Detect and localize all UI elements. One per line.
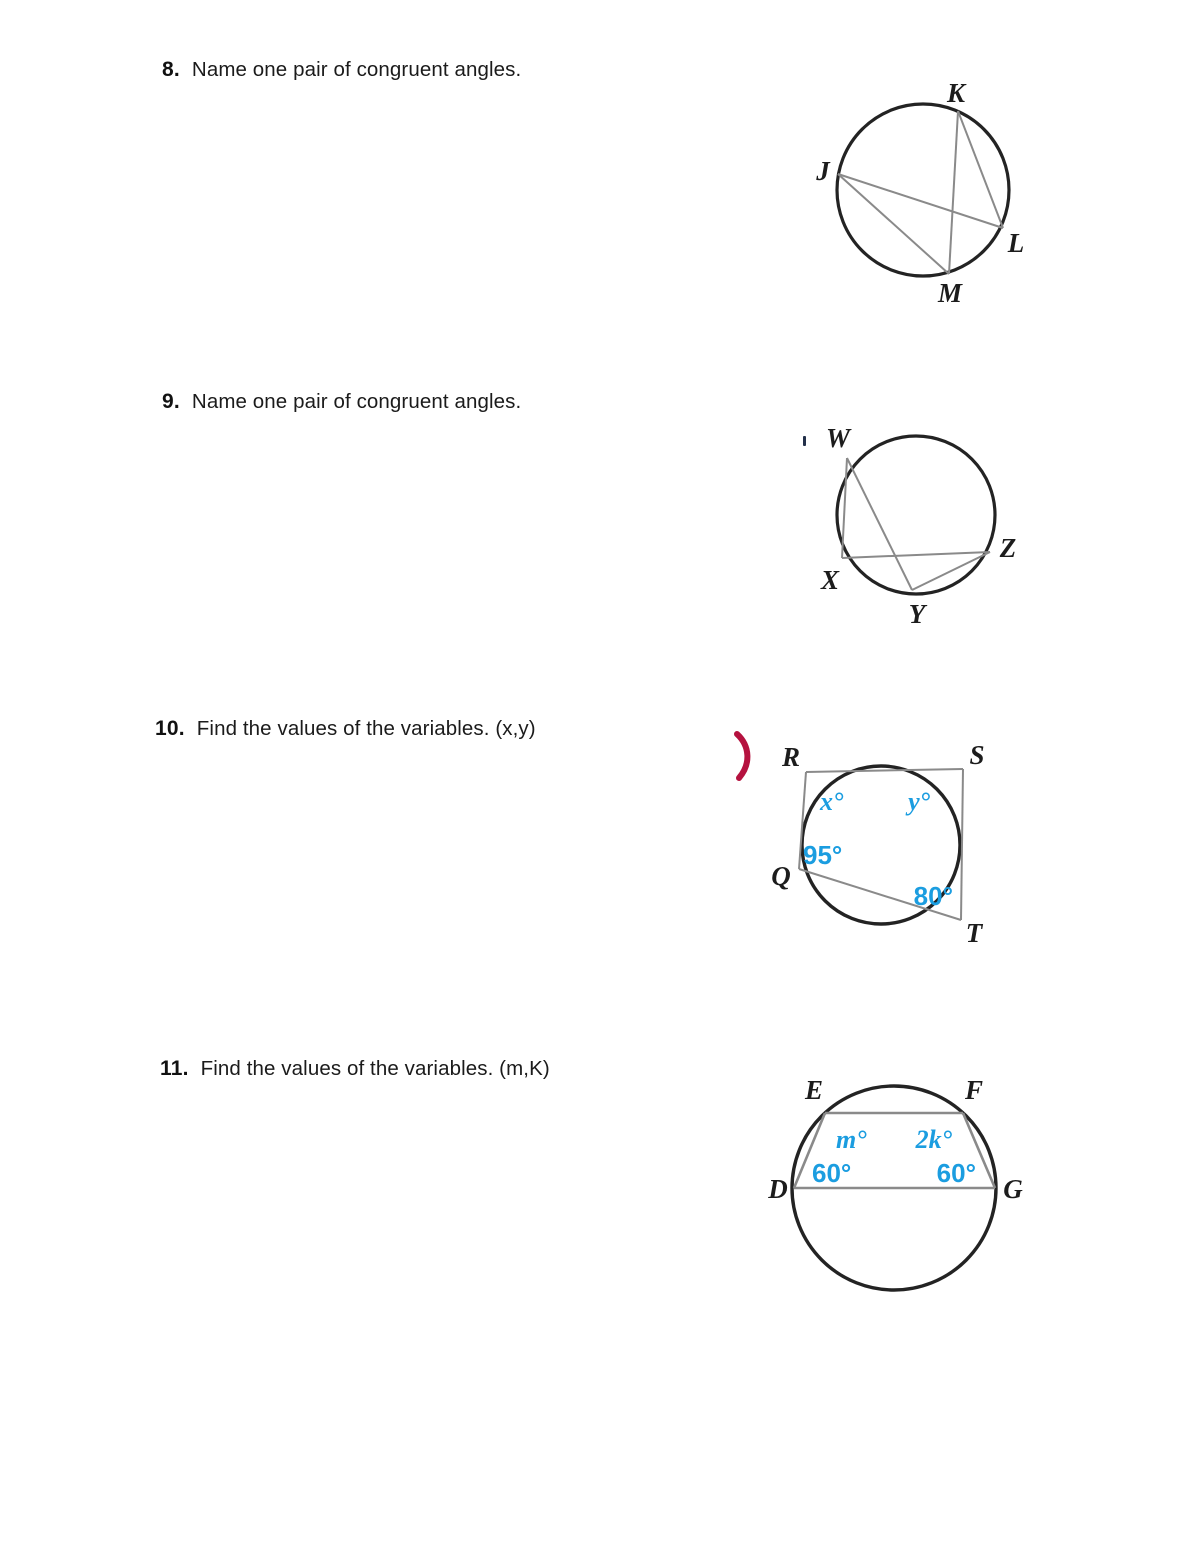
vertex-label-y: Y xyxy=(908,599,926,629)
problem-10-number: 10. xyxy=(155,717,185,740)
problem-9-text: Name one pair of congruent angles. xyxy=(191,390,522,413)
stray-tick-icon xyxy=(803,436,806,446)
chord-wx xyxy=(842,458,847,558)
vertex-label-z: Z xyxy=(999,533,1017,563)
figure-problem-10 xyxy=(725,720,1025,970)
vertex-label-q: Q xyxy=(771,861,791,891)
vertex-label-s: S xyxy=(969,740,985,770)
problem-11-prompt xyxy=(160,1057,550,1081)
vertex-label-l: L xyxy=(1007,228,1025,258)
vertex-label-d: D xyxy=(768,1174,788,1204)
angle-label-80: 80° xyxy=(913,881,953,911)
vertex-label-r: R xyxy=(781,742,801,772)
vertex-label-j: J xyxy=(816,156,830,186)
angle-label-y: y° xyxy=(908,787,930,816)
circle-diagram-wxyz xyxy=(790,420,1040,635)
chord-km xyxy=(949,111,958,274)
chord-jm xyxy=(838,174,949,274)
angle-label-x: x° xyxy=(820,787,844,816)
vertex-label-m: M xyxy=(937,278,963,308)
vertex-label-g: G xyxy=(1003,1174,1023,1204)
problem-10-prompt xyxy=(155,717,536,741)
red-paren-annotation xyxy=(737,734,747,778)
circle-diagram-qrst xyxy=(725,720,1025,970)
figure-problem-9 xyxy=(790,420,1040,635)
chord-kl xyxy=(958,111,1003,228)
problem-9-prompt xyxy=(162,390,521,414)
vertex-label-e: E xyxy=(804,1075,824,1105)
figure-problem-11 xyxy=(770,1075,1060,1385)
angle-label-95: 95° xyxy=(803,840,843,870)
circle-diagram-defg xyxy=(770,1075,1060,1385)
problem-8-text: Name one pair of congruent angles. xyxy=(191,58,522,81)
problem-8 xyxy=(0,0,1200,360)
figure-problem-8 xyxy=(810,80,1060,310)
problem-9 xyxy=(0,360,1200,690)
problem-10-text: Find the values of the variables. (x,y) xyxy=(196,717,536,740)
problem-10 xyxy=(0,690,1200,1045)
problem-8-number: 8. xyxy=(162,58,180,81)
vertex-label-x: X xyxy=(820,565,840,595)
circle-diagram-jklm xyxy=(810,80,1060,310)
chord-xz xyxy=(842,552,990,558)
vertex-label-t: T xyxy=(965,918,983,948)
angle-label-m: m° xyxy=(836,1125,867,1154)
problem-11-number: 11. xyxy=(160,1057,189,1080)
chord-rs xyxy=(806,769,963,772)
circle-outline xyxy=(837,436,995,594)
problem-8-prompt xyxy=(162,58,521,82)
problem-11-text: Find the values of the variables. (m,K) xyxy=(200,1057,550,1080)
chord-st xyxy=(961,769,963,920)
angle-label-2k: 2k° xyxy=(915,1125,952,1154)
angle-label-60-left: 60° xyxy=(812,1158,852,1188)
chord-wy xyxy=(847,458,912,590)
problem-9-number: 9. xyxy=(162,390,180,413)
chord-jl xyxy=(838,174,1003,228)
vertex-label-w: W xyxy=(825,423,851,453)
vertex-label-k: K xyxy=(946,78,966,108)
vertex-label-f: F xyxy=(964,1075,984,1105)
angle-label-60-right: 60° xyxy=(936,1158,976,1188)
problem-11 xyxy=(0,1045,1200,1445)
